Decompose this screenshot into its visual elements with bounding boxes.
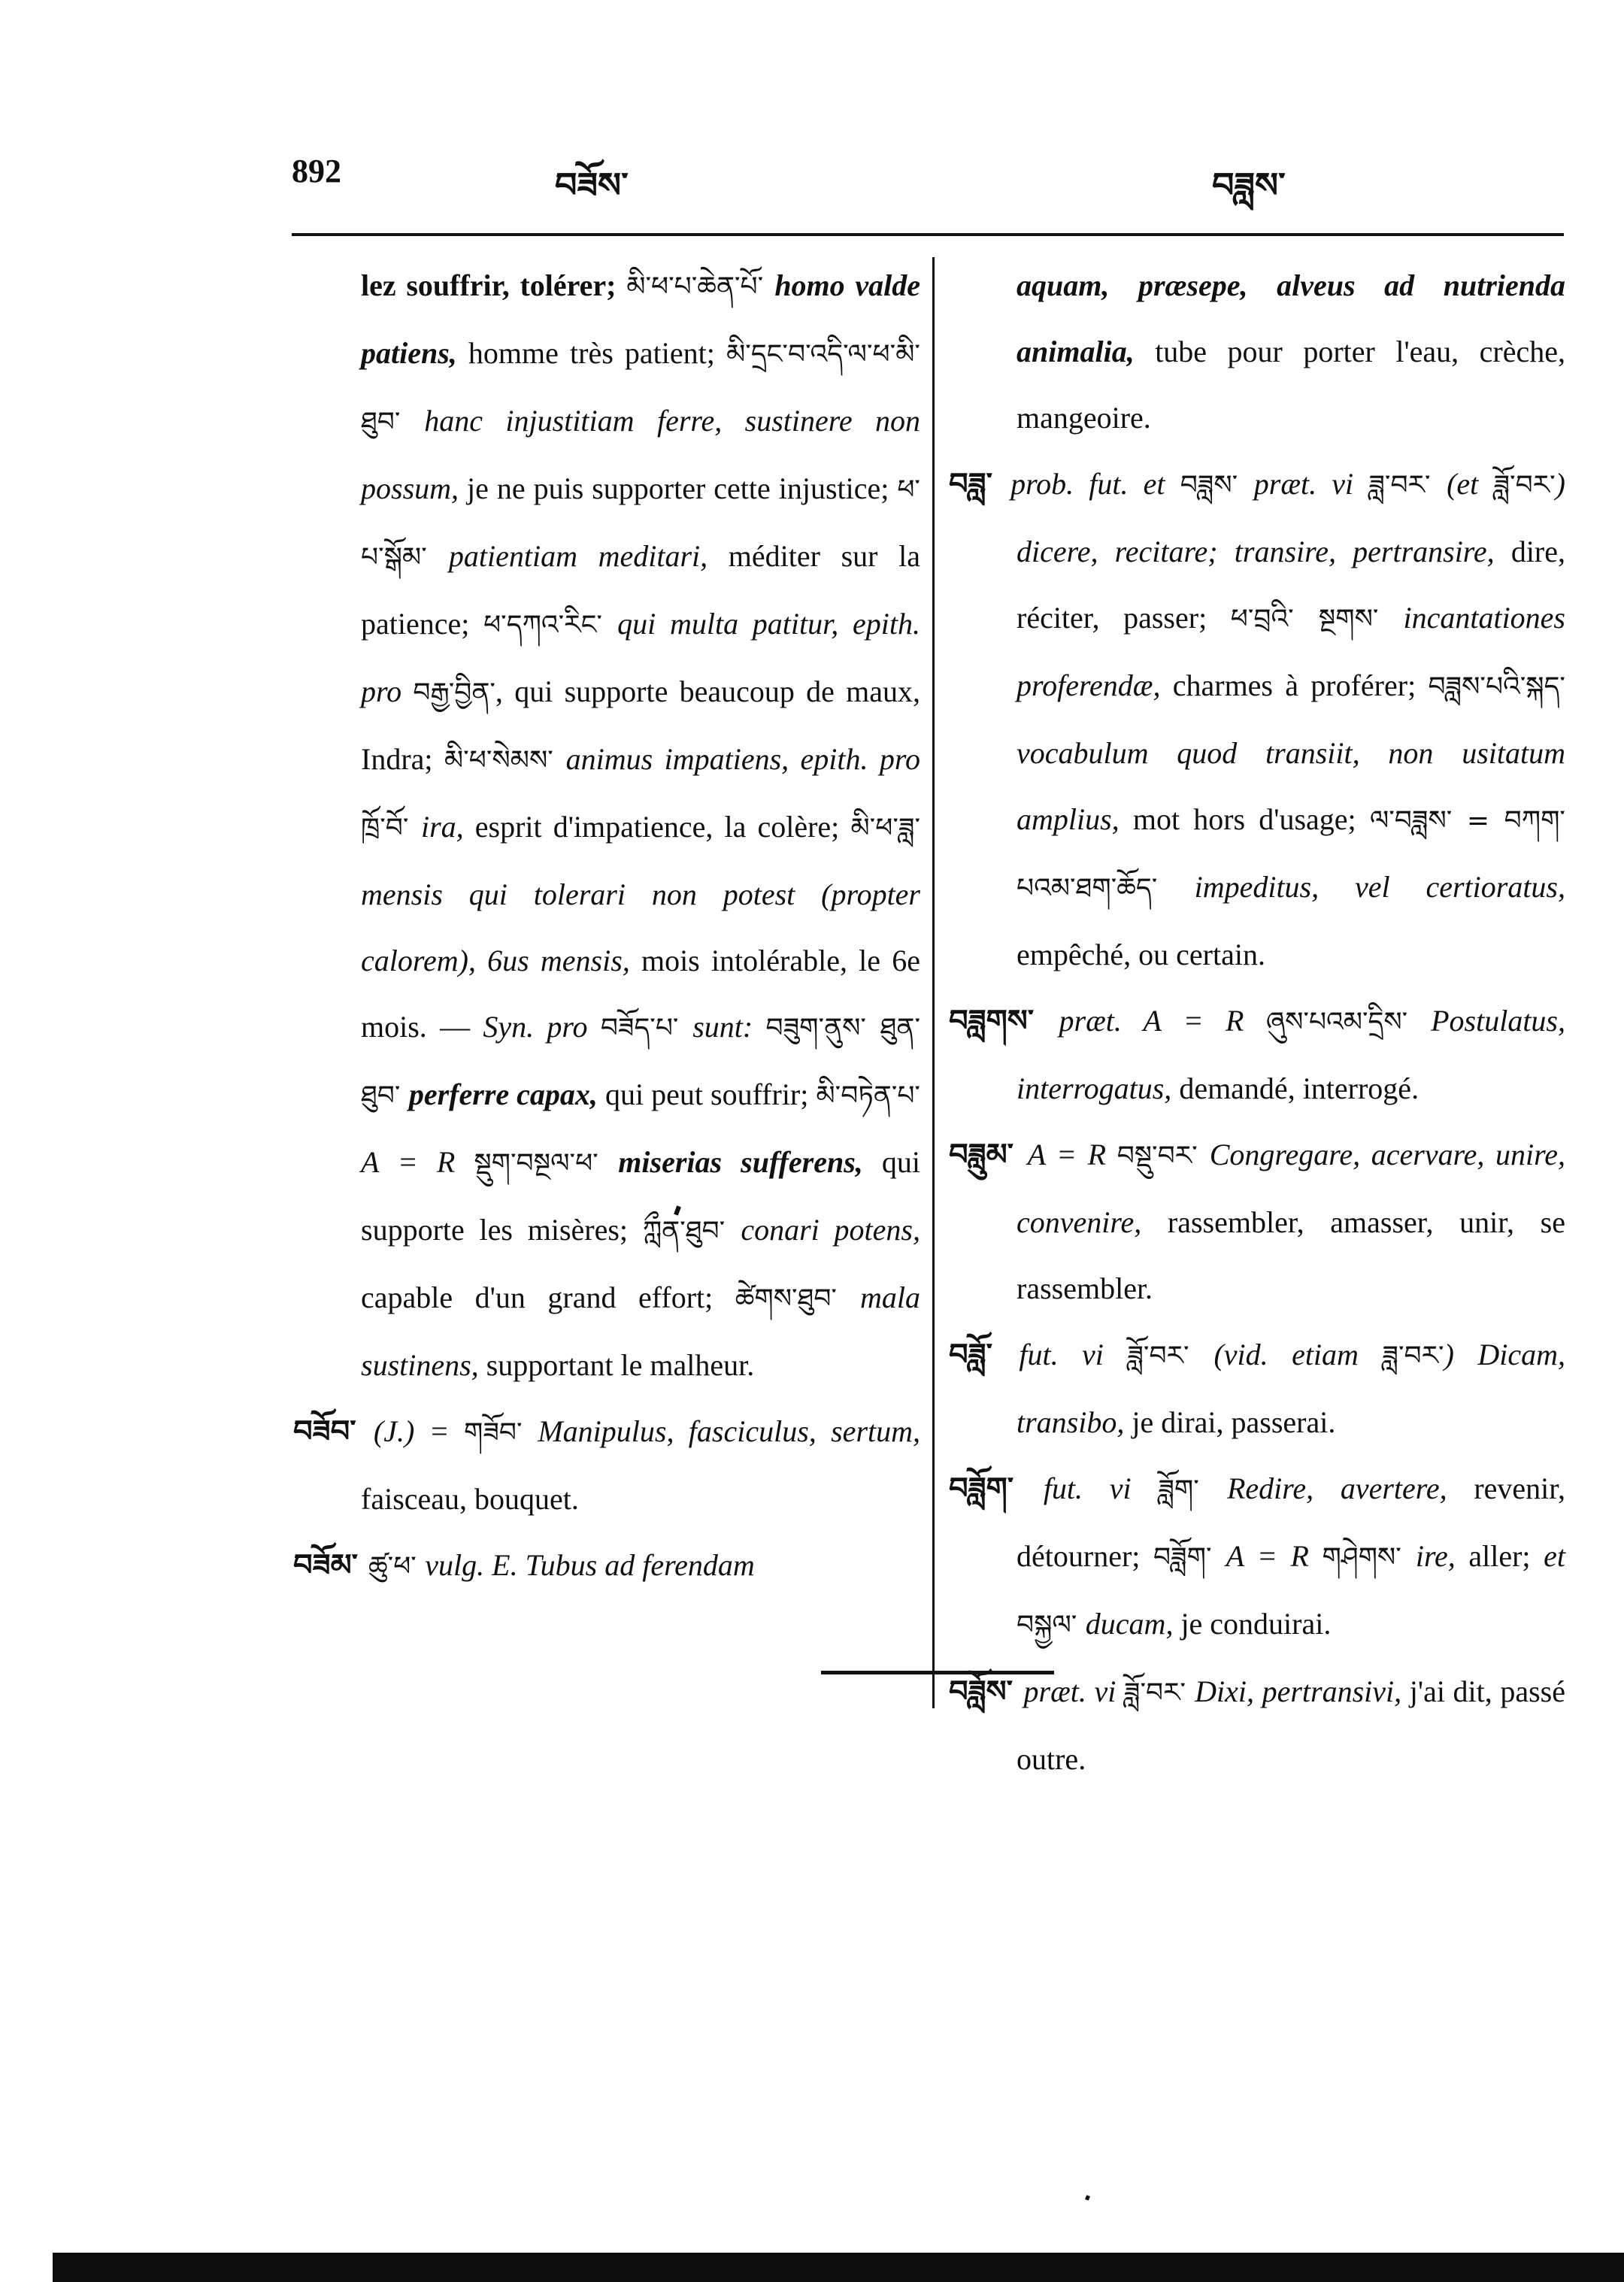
right-column	[949, 253, 1565, 1793]
tibetan-text: ལ་བཟླས་ = བཀག་པའམ་ཐག་ཆོད་	[1017, 805, 1565, 904]
latin-text: animus impatiens, epith. pro	[565, 742, 920, 776]
latin-text: hanc injustitiam ferre, sustinere non possum,	[361, 404, 921, 505]
entry-headword: བཟླུམ་	[949, 1138, 1028, 1172]
french-text: je dirai, passerai.	[1132, 1405, 1336, 1439]
french-text: demandé, interrogé.	[1179, 1071, 1419, 1105]
latin-text: ) dicere, recitare; transire, pertransire,	[1017, 467, 1565, 568]
latin-text: Syn. pro	[483, 1010, 601, 1044]
tibetan-text: བཟོད་པ་	[600, 1013, 693, 1044]
entry-headword: བཟླ་	[949, 467, 1011, 502]
latin-text: impeditus, vel certioratus,	[1194, 870, 1566, 904]
tibetan-text: ཟློ་བར་	[1127, 1341, 1214, 1371]
latin-text: prob. fut. et	[1010, 467, 1180, 501]
french-text: je ne puis supporter cette injustice;	[467, 471, 898, 505]
latin-text: mala sustinens,	[361, 1280, 920, 1382]
french-text: empêché, ou certain.	[1017, 938, 1265, 971]
tibetan-text: མི་ཕ་པ་ཆེན་པོ་	[626, 271, 775, 302]
scan-bottom-edge	[53, 2253, 1624, 2282]
latin-text: ducam,	[1085, 1607, 1181, 1641]
tibetan-text: གཟོབ་	[464, 1417, 538, 1448]
tibetan-text: བཟློག་	[1153, 1542, 1226, 1573]
latin-text: A = R	[361, 1145, 474, 1179]
french-text: méditer sur la patience;	[361, 539, 921, 641]
latin-text: fut. vi	[1019, 1338, 1128, 1371]
entry-headword: བཟོབ་	[293, 1414, 374, 1449]
latin-text: præt. A = R	[1059, 1004, 1266, 1038]
tibetan-text: བཟུག་ནུས་ ཐུན་ཐུབ་	[361, 1013, 920, 1111]
tibetan-text: མི་ཕ་ཟླ་	[850, 813, 920, 844]
end-of-text-rule	[821, 1671, 1054, 1674]
tibetan-text: ཚུ་ཕ་	[368, 1551, 426, 1582]
dictionary-entry	[949, 1659, 1565, 1793]
latin-text: et	[1544, 1539, 1566, 1573]
latin-text: (J.) =	[373, 1414, 464, 1448]
latin-text: Dixi, pertransivi,	[1195, 1674, 1410, 1708]
latin-text: A = R	[1226, 1539, 1323, 1573]
french-text: , qui supporte beaucoup de maux, Indra;	[361, 674, 920, 776]
right-running-headword: བཟླས་	[1212, 165, 1286, 205]
french-text: je conduirai.	[1180, 1607, 1332, 1641]
entry-headword: བཟོམ་	[293, 1548, 369, 1583]
tibetan-text: ཁྲོ་བོ་	[361, 813, 421, 844]
latin-text: A = R	[1027, 1138, 1117, 1171]
latin-text: vocabulum quod transiit, non usitatum amplius,	[1017, 736, 1565, 836]
tibetan-text: ཕ་པ་སྒོམ་	[361, 474, 920, 573]
latin-text: Redire, avertere,	[1226, 1471, 1474, 1505]
latin-text: vulg. E. Tubus ad ferendam	[425, 1548, 755, 1582]
french-text: dire, réciter, passer;	[1017, 535, 1565, 635]
latin-text: ire,	[1415, 1539, 1469, 1573]
entry-continuation	[949, 253, 1565, 451]
latin-text: incantationes proferendæ,	[1017, 601, 1565, 702]
tibetan-text: ཕ་དཀའ་རིང་	[483, 610, 618, 641]
latin-text: homo valde patiens,	[361, 268, 921, 370]
left-running-headword: བཟོས་	[555, 165, 629, 205]
latin-text: miserias sufferens,	[618, 1145, 882, 1179]
french-text: lez souffrir, tolérer;	[361, 268, 627, 302]
column-divider	[932, 257, 935, 1708]
page-number: 892	[292, 153, 341, 189]
french-text: aller;	[1468, 1539, 1544, 1573]
tibetan-text: ཚེགས་ཐུབ་	[735, 1283, 860, 1314]
left-column	[293, 253, 920, 1600]
tibetan-text: ཕ་བྲའི་ སྔགས་	[1230, 604, 1404, 635]
latin-text: conari potens,	[741, 1213, 920, 1247]
dictionary-entry	[949, 1322, 1565, 1456]
latin-text: qui multa patitur, epith. pro	[361, 607, 920, 708]
entry-headword: བཟློས་	[949, 1674, 1024, 1709]
latin-text: mensis qui tolerari non potest (propter calorem), 6us mensis,	[361, 877, 920, 977]
french-text: revenir, détourner;	[1017, 1471, 1566, 1573]
tibetan-text: བསྡུ་བར་	[1116, 1141, 1210, 1171]
french-text: qui peut souffrir;	[604, 1077, 817, 1111]
tibetan-text: གཤེགས་	[1322, 1542, 1416, 1573]
latin-text: Postulatus, interrogatus,	[1017, 1004, 1565, 1105]
tibetan-text: ཟླ་བར་	[1368, 470, 1447, 501]
tibetan-text: ཟློ་བར་	[1493, 470, 1556, 501]
latin-text: (et	[1447, 467, 1494, 501]
tibetan-text: ཞུས་པའམ་དྲིས་	[1265, 1007, 1432, 1038]
latin-text: ira,	[420, 810, 475, 844]
tibetan-text: མི་དྲང་བ་འདི་ལ་ཕ་མི་ཐུབ་	[361, 339, 920, 438]
latin-text: ) Dicam, transibo,	[1017, 1338, 1565, 1439]
dictionary-entry	[949, 451, 1565, 988]
tibetan-text: ཀླྀན་ཐུབ་	[642, 1216, 741, 1247]
latin-text: Manipulus, fasciculus, sertum,	[538, 1414, 921, 1448]
latin-text: (vid. etiam	[1213, 1338, 1383, 1371]
header-rule	[292, 233, 1564, 236]
latin-text: præt. vi	[1023, 1674, 1124, 1708]
tibetan-text: ཟློ་བར་	[1123, 1677, 1195, 1708]
tibetan-text: བཟླས་	[1180, 470, 1254, 501]
latin-text: perferre capax,	[408, 1077, 605, 1111]
french-text: charmes à proférer;	[1172, 668, 1429, 702]
latin-text: patientiam meditari,	[448, 539, 729, 573]
french-text: qui supporte les misères;	[361, 1145, 920, 1247]
tibetan-text: ཟླ་བར་	[1382, 1341, 1444, 1371]
french-text: mois intolérable, le 6e mois. —	[361, 944, 920, 1044]
tibetan-text: བསྐྱལ་	[1017, 1610, 1086, 1641]
entry-headword: བཟློག་	[949, 1471, 1044, 1506]
latin-text: fut. vi	[1043, 1471, 1159, 1505]
french-text: rassembler, amasser, unir, se rassembler.	[1017, 1205, 1565, 1305]
french-text: supportant le malheur.	[486, 1348, 755, 1382]
french-text: capable d'un grand effort;	[361, 1280, 735, 1314]
french-text: tube pour porter l'eau, crèche, mangeoire.	[1017, 335, 1565, 435]
french-text: faisceau, bouquet.	[361, 1482, 579, 1516]
latin-text: aquam, præsepe, alveus ad nutrienda animalia,	[1017, 268, 1565, 368]
tibetan-text: སྡུག་བསྔལ་ཕ་	[474, 1148, 619, 1179]
tibetan-text: ཟློག་	[1158, 1474, 1227, 1505]
tibetan-text: མི་ཕ་སེམས་	[444, 745, 566, 776]
tibetan-text: བཟླས་པའི་སྐད་	[1428, 671, 1565, 702]
latin-text: Congregare, acervare, unire, convenire,	[1017, 1138, 1566, 1239]
french-text: mot hors d'usage;	[1132, 802, 1370, 836]
tibetan-text: མི་བཏེན་པ་	[816, 1080, 920, 1111]
dictionary-entry	[293, 1399, 920, 1532]
dictionary-entry	[949, 1122, 1565, 1322]
dictionary-entry	[293, 1532, 920, 1600]
entry-headword: བཟློ་	[949, 1338, 1020, 1372]
french-text: j'ai dit, passé outre.	[1017, 1674, 1565, 1776]
french-text: esprit d'impatience, la colère;	[474, 810, 851, 844]
print-speck	[1085, 2195, 1090, 2200]
entry-continuation	[293, 253, 920, 1399]
dictionary-entry	[949, 1456, 1565, 1659]
french-text: homme très patient;	[468, 336, 726, 370]
dictionary-entry	[949, 988, 1565, 1122]
entry-headword: བཟླགས་	[949, 1004, 1059, 1038]
tibetan-text: བརྒྱ་བྱིན་	[413, 677, 495, 708]
latin-text: sunt:	[692, 1010, 766, 1044]
latin-text: præt. vi	[1253, 467, 1369, 501]
